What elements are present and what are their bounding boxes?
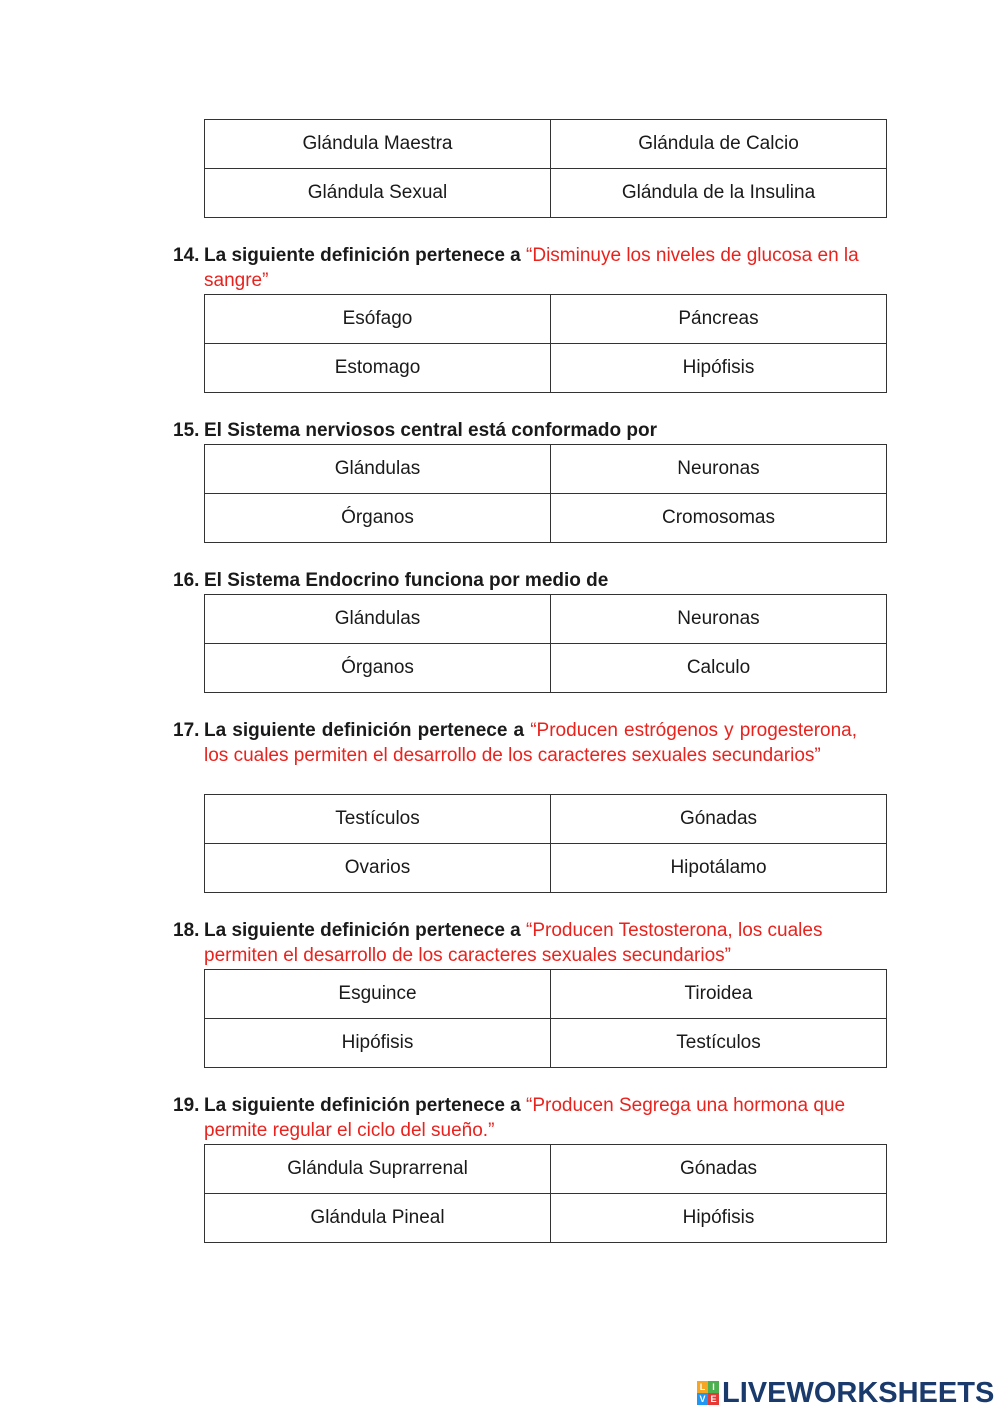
option-cell[interactable]: Glándulas [205, 445, 551, 494]
question-number: 16. [173, 570, 200, 591]
question-number: 15. [173, 420, 200, 441]
option-cell[interactable]: Hipófisis [551, 344, 887, 393]
options-table-17 [204, 794, 887, 893]
option-cell[interactable]: Testículos [551, 1019, 887, 1068]
option-cell[interactable]: Testículos [205, 795, 551, 844]
option-cell[interactable]: Hipotálamo [551, 844, 887, 893]
question-16 [173, 568, 857, 593]
option-cell[interactable]: Estomago [205, 344, 551, 393]
option-cell[interactable]: Hipófisis [551, 1194, 887, 1243]
options-table-18 [204, 969, 887, 1068]
question-number: 14. [173, 245, 200, 266]
logo-letter: E [708, 1393, 719, 1405]
question-14 [173, 243, 863, 293]
options-table-16 [204, 594, 887, 693]
option-cell[interactable]: Cromosomas [551, 494, 887, 543]
option-cell[interactable]: Glándula de Calcio [551, 120, 887, 169]
option-cell[interactable]: Gónadas [551, 1145, 887, 1194]
liveworksheets-branding[interactable] [697, 1378, 994, 1408]
option-cell[interactable]: Glándula Pineal [205, 1194, 551, 1243]
option-cell[interactable]: Órganos [205, 644, 551, 693]
question-stem: La siguiente definición pertenece a [204, 720, 525, 741]
logo-letter: L [697, 1381, 708, 1393]
option-cell[interactable]: Esófago [205, 295, 551, 344]
option-cell[interactable]: Esguince [205, 970, 551, 1019]
option-cell[interactable]: Ovarios [205, 844, 551, 893]
option-cell[interactable]: Neuronas [551, 595, 887, 644]
option-cell[interactable]: Glándula de la Insulina [551, 169, 887, 218]
options-table-14 [204, 294, 887, 393]
liveworksheets-logo-icon [697, 1381, 719, 1405]
option-cell[interactable]: Gónadas [551, 795, 887, 844]
question-stem: La siguiente definición pertenece a [204, 245, 521, 266]
question-18 [173, 918, 843, 968]
question-stem: El Sistema Endocrino funciona por medio de [204, 570, 609, 591]
question-19 [173, 1093, 863, 1143]
option-cell[interactable]: Glándula Maestra [205, 120, 551, 169]
option-cell[interactable]: Páncreas [551, 295, 887, 344]
question-15 [173, 418, 857, 443]
option-cell[interactable]: Órganos [205, 494, 551, 543]
question-number: 17. [173, 720, 200, 741]
logo-letter: V [697, 1393, 708, 1405]
question-stem: La siguiente definición pertenece a [204, 920, 521, 941]
question-number: 19. [173, 1095, 200, 1116]
option-cell[interactable]: Tiroidea [551, 970, 887, 1019]
options-table-13 [204, 119, 887, 218]
option-cell[interactable]: Glándula Suprarrenal [205, 1145, 551, 1194]
logo-letter: I [708, 1381, 719, 1393]
question-definition: “Producen Testosterona, los cuales permiten el desarrollo de los caracteres sexuales secundarios” [204, 920, 823, 966]
question-definition: “Producen Segrega una hormona que permite regular el ciclo del sueño.” [204, 1095, 846, 1141]
question-definition: “Producen estrógenos y progesterona, los cuales permiten el desarrollo de los caracteres sexuales secundarios” [204, 720, 858, 766]
question-number: 18. [173, 920, 200, 941]
option-cell[interactable]: Calculo [551, 644, 887, 693]
option-cell[interactable]: Neuronas [551, 445, 887, 494]
question-definition: “Disminuye los niveles de glucosa en la sangre” [204, 245, 859, 291]
options-table-19 [204, 1144, 887, 1243]
option-cell[interactable]: Glándula Sexual [205, 169, 551, 218]
option-cell[interactable]: Hipófisis [205, 1019, 551, 1068]
question-stem: La siguiente definición pertenece a [204, 1095, 521, 1116]
liveworksheets-wordmark: LIVEWORKSHEETS [722, 1376, 995, 1409]
options-table-15 [204, 444, 887, 543]
option-cell[interactable]: Glándulas [205, 595, 551, 644]
question-17 [173, 718, 857, 768]
question-stem: El Sistema nerviosos central está conformado por [204, 420, 657, 441]
